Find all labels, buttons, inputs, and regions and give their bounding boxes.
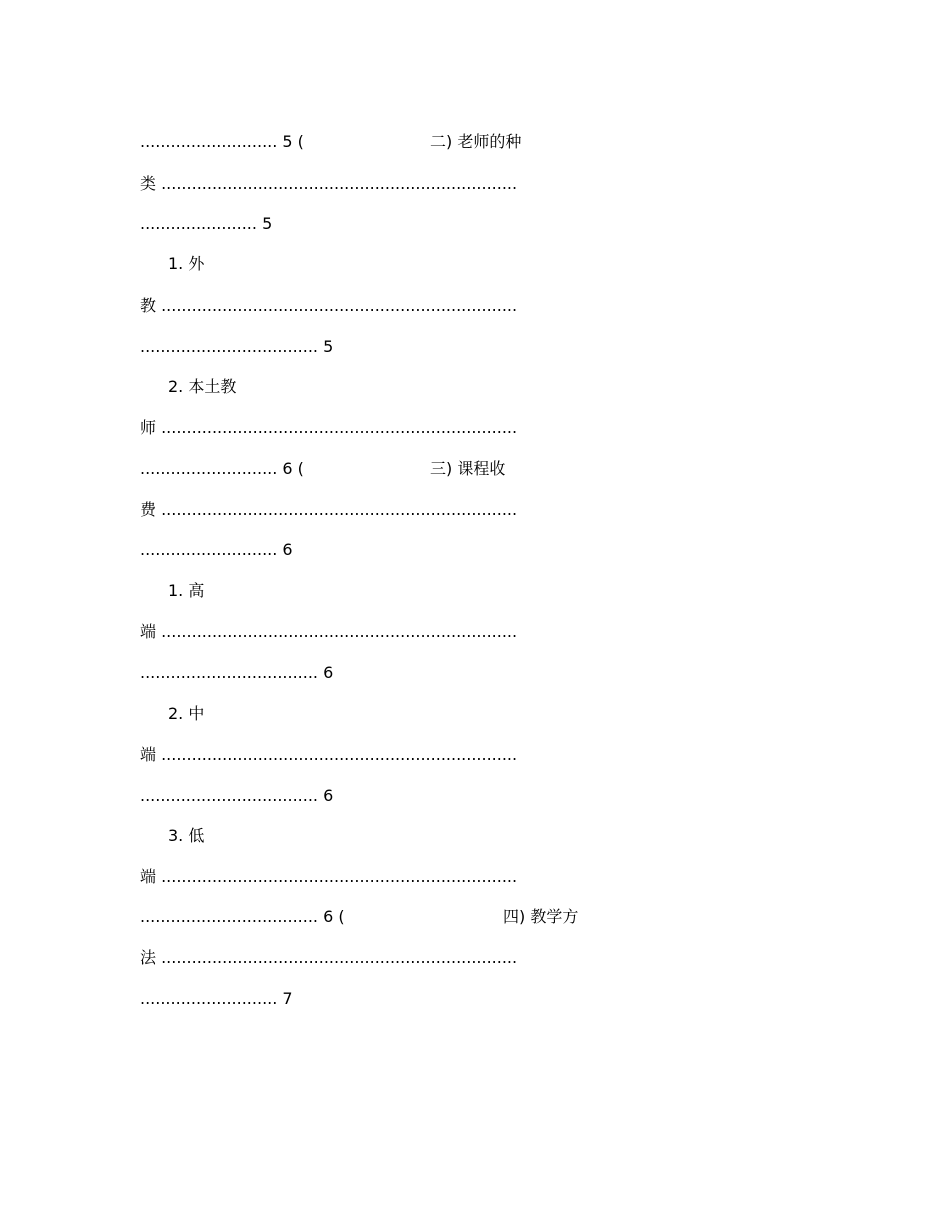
toc-subheading: 1. 高 — [168, 581, 205, 600]
toc-leader-page: ........................... 5 ( — [140, 132, 304, 151]
toc-leader-page: ........................... 6 — [140, 540, 293, 559]
toc-subheading: 2. 中 — [168, 704, 205, 723]
toc-leader-page: ................................... 6 — [140, 663, 334, 682]
toc-heading-tail: 端 ...................................................................... — [140, 867, 518, 886]
toc-heading: 二) 老师的种 — [430, 132, 522, 151]
toc-heading: 四) 教学方 — [503, 907, 579, 926]
toc-heading: 三) 课程收 — [430, 459, 506, 478]
toc-leader-page: ........................... 7 — [140, 989, 293, 1008]
toc-leader-page: ................................... 6 ( — [140, 907, 345, 926]
toc-heading-tail: 端 ...................................................................... — [140, 622, 518, 641]
toc-leader-page: ................................... 5 — [140, 337, 334, 356]
toc-subheading: 2. 本土教 — [168, 377, 237, 396]
toc-subheading: 1. 外 — [168, 254, 205, 273]
toc-leader-page: ........................... 6 ( — [140, 459, 304, 478]
toc-leader-page: ....................... 5 — [140, 214, 273, 233]
toc-heading-tail: 师 ...................................................................... — [140, 418, 518, 437]
toc-subheading: 3. 低 — [168, 826, 205, 845]
toc-heading-tail: 费 ...................................................................... — [140, 500, 518, 519]
toc-heading-tail: 法 ...................................................................... — [140, 948, 518, 967]
toc-leader-page: ................................... 6 — [140, 786, 334, 805]
toc-heading-tail: 类 ...................................................................... — [140, 174, 518, 193]
toc-heading-tail: 端 ...................................................................... — [140, 745, 518, 764]
toc-heading-tail: 教 ...................................................................... — [140, 296, 518, 315]
